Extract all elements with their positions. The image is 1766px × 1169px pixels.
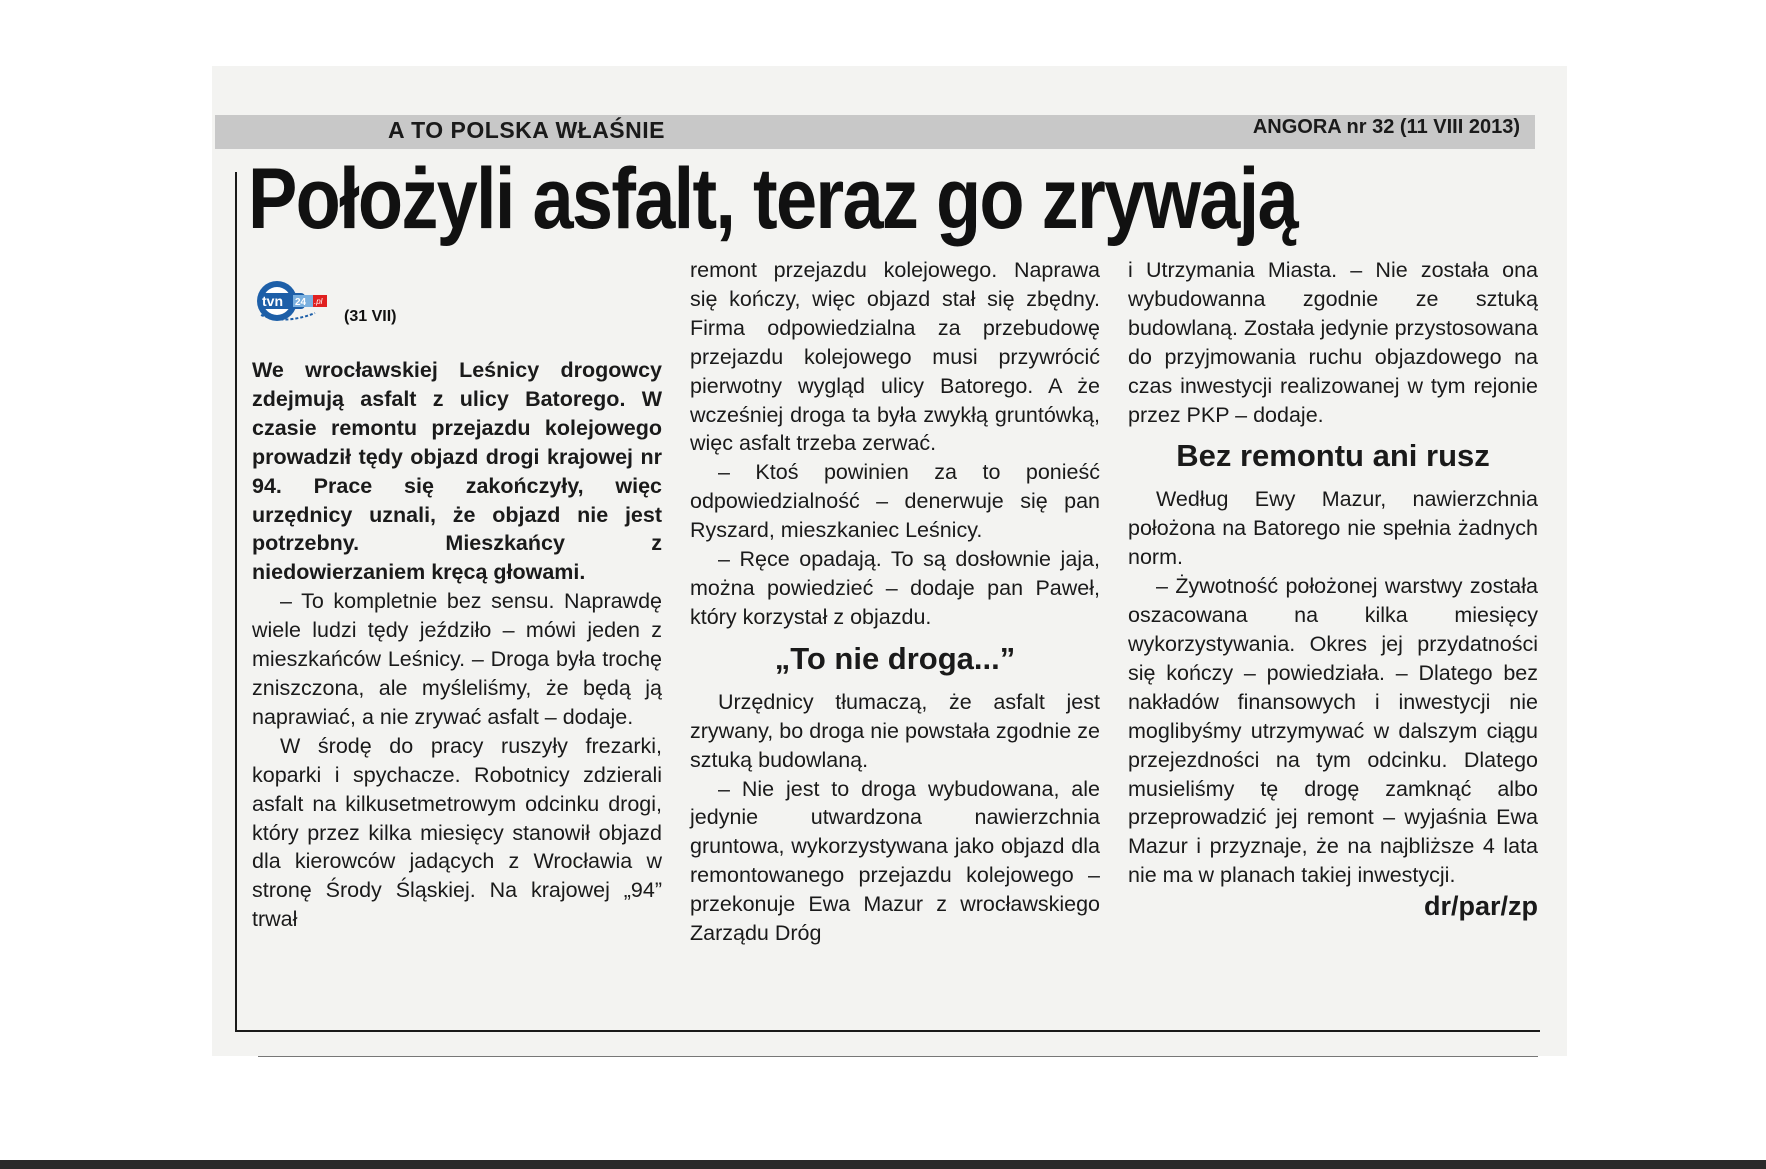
author-signature: dr/par/zp — [1423, 891, 1538, 922]
paragraph: remont przejazdu kolejowego. Naprawa się kończy, więc objazd stał się zbędny. Firma odpowiedzialna za przebudowę przejazdu kolejowego musi przywrócić pierwotny wygląd ulicy Batorego. A że wcześniej droga ta była zwykłą gruntówką, więc asfalt trzeba zerwać. — [690, 258, 1100, 456]
paragraph: i Utrzymania Miasta. – Nie została ona wybudowanna zgodnie ze sztuką budowlaną. Została jedynie przystosowana do przyjmowania ruchu objazdowego na czas inwestycji realizowanej w tym rejonie przez PKP – dodaje. — [1128, 258, 1538, 427]
subheading: Bez remontu ani rusz — [1176, 438, 1490, 474]
subheading: „To nie droga...” — [774, 640, 1016, 676]
paragraph: Urzędnicy tłumaczą, że asfalt jest zrywany, bo droga nie powstała zgodnie ze sztuką budowlaną. — [690, 689, 1100, 772]
paragraph: – Nie jest to droga wybudowana, ale jedynie utwardzona nawierzchnia gruntowa, wykorzystywana jako objazd dla remontowanego przejazdu kolejowego – przekonuje Ewa Mazur z wrocławskiego Zarządu Dróg — [690, 776, 1100, 946]
column-2 — [690, 256, 1100, 948]
section-title: A TO POLSKA WŁAŚNIE — [388, 117, 665, 143]
svg-text:24: 24 — [295, 297, 307, 308]
left-rule — [235, 172, 237, 1032]
paragraph: Według Ewy Mazur, nawierzchnia położona na Batorego nie spełnia żadnych norm. — [1128, 487, 1538, 570]
paragraph: W środę do pracy ruszyły frezarki, koparki i spychacze. Robotnicy zdzierali asfalt na kilkusetmetrowym odcinku drogi, który przez kilka miesięcy stanowił objazd dla kierowców jadących z Wrocławia w stronę Środy Śląskiej. Na krajowej „94” trwał — [252, 733, 662, 932]
paragraph: – Ktoś powinien za to ponieść odpowiedzialność – denerwuje się pan Ryszard, mieszkaniec Leśnicy. — [690, 460, 1100, 543]
paragraph: – To kompletnie bez sensu. Naprawdę wiele ludzi tędy jeździło – mówi jeden z mieszkańców Leśnicy. – Droga była trochę zniszczona, ale myśleliśmy, że będą ją naprawiać, a nie zrywać asfalt – dodaje. — [252, 589, 662, 729]
issue-info: ANGORA nr 32 (11 VIII 2013) — [1252, 116, 1520, 138]
lead-paragraph: We wrocławskiej Leśnicy drogowcy zdejmują asfalt z ulicy Batorego. W czasie remontu przejazdu kolejowego prowadził tędy objazd drogi krajowej nr 94. Prace się zakończyły, więc urzędnicy uznali, że objazd nie jest potrzebny. Mieszkańcy z niedowierzaniem kręcą głowami. — [252, 358, 662, 585]
bottom-rule — [235, 1030, 1540, 1032]
column-3 — [1128, 256, 1538, 921]
paragraph: – Ręce opadają. To są dosłownie jaja, można powiedzieć – dodaje pan Paweł, który korzystał z objazdu. — [690, 547, 1100, 629]
headline: Położyli asfalt, teraz go zrywają — [248, 151, 1297, 247]
paragraph: – Żywotność położonej warstwy została oszacowana na kilka miesięcy wykorzystywania. Okres jej przydatności się kończy – powiedziała. – Dlatego bez nakładów finansowych i inwestycji nie moglibyśmy utrzymywać w dalszym ciągu przejezdności na tym odcinku. Dlatego musieliśmy tę drogę zamknąć albo przeprowadzić jej remont – wyjaśnia Ewa Mazur i przyznaje, że na najbliższe 4 lata nie ma w planach takiej inwestycji. — [1128, 574, 1538, 888]
bottom-rule-thin — [258, 1056, 1538, 1057]
svg-text:.pl: .pl — [314, 297, 323, 306]
scanner-edge — [0, 1160, 1766, 1169]
column-1 — [252, 356, 662, 934]
svg-text:tvn: tvn — [262, 293, 283, 309]
tvn24-logo-icon — [255, 277, 337, 327]
source-date: (31 VII) — [344, 308, 397, 325]
